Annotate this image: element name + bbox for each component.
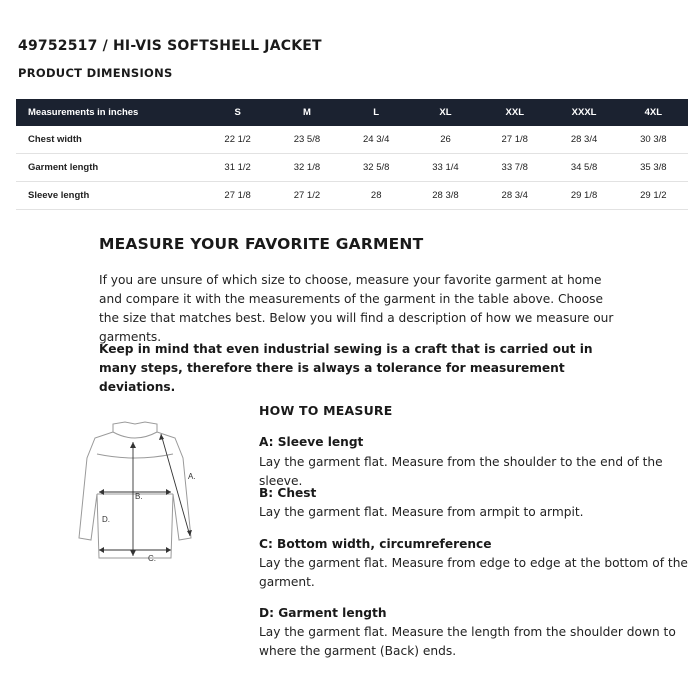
column-header: XXL [505, 107, 524, 118]
step-a-title: A: Sleeve lengt [259, 435, 364, 449]
jacket-measurement-diagram [75, 418, 210, 568]
product-title: 49752517 / HI-VIS SOFTSHELL JACKET [18, 38, 322, 54]
column-header: S [234, 107, 241, 118]
table-cell: 26 [411, 126, 480, 154]
column-header: M [302, 107, 311, 118]
measure-lines [99, 434, 190, 556]
table-cell: 28 3/8 [411, 182, 480, 210]
table-cell: 35 3/8 [619, 154, 688, 182]
row-label: Sleeve length [16, 182, 203, 210]
table-cell: 28 [342, 182, 411, 210]
table-cell: 30 3/8 [619, 126, 688, 154]
step-b-title: B: Chest [259, 486, 317, 500]
jacket-outline [79, 422, 191, 558]
table-cell: 24 3/4 [342, 126, 411, 154]
table-row [16, 182, 688, 210]
column-header: L [373, 107, 380, 118]
step-b-description: Lay the garment flat. Measure from armpit to armpit. [259, 505, 584, 519]
diagram-label-d: D. [102, 515, 110, 524]
table-cell: 28 3/4 [480, 182, 549, 210]
step-c-description: Lay the garment flat. Measure from edge to edge at the bottom of the garment. [259, 556, 688, 589]
step-d-description: Lay the garment flat. Measure the length from the shoulder down to where the garment (Back) ends. [259, 625, 676, 658]
row-label: Garment length [16, 154, 203, 182]
column-header: XXXL [571, 107, 597, 118]
table-row [16, 126, 688, 154]
dimensions-table [16, 99, 688, 210]
step-a-description: Lay the garment flat. Measure from the shoulder to the end of the sleeve. [259, 455, 663, 488]
table-header-row [16, 99, 688, 126]
column-header: XL [439, 107, 452, 118]
column-header: 4XL [644, 107, 663, 118]
step-d-title: D: Garment length [259, 606, 387, 620]
table-cell: 28 3/4 [549, 126, 618, 154]
table-cell: 29 1/8 [549, 182, 618, 210]
table-cell: 31 1/2 [203, 154, 272, 182]
table-cell: 27 1/8 [203, 182, 272, 210]
measure-intro-paragraph: If you are unsure of which size to choose, measure your favorite garment at home and compare it with the measurements of the garment in the table above. Choose the size that matches best. Below you will find a description of how we measure our garments. [99, 273, 614, 344]
table-cell: 34 5/8 [549, 154, 618, 182]
tolerance-note: Keep in mind that even industrial sewing is a craft that is carried out in many steps, therefore there is always a tolerance for measurement deviations. [99, 342, 593, 394]
diagram-label-a: A. [188, 472, 196, 481]
row-label: Chest width [16, 126, 203, 154]
table-cell: 27 1/8 [480, 126, 549, 154]
measure-heading: MEASURE YOUR FAVORITE GARMENT [99, 235, 424, 253]
how-to-measure-heading: HOW TO MEASURE [259, 403, 393, 418]
table-cell: 32 5/8 [342, 154, 411, 182]
table-cell: 23 5/8 [272, 126, 341, 154]
table-row [16, 154, 688, 182]
section-title-dimensions: PRODUCT DIMENSIONS [18, 66, 173, 80]
diagram-label-c: C. [148, 554, 156, 563]
table-cell: 22 1/2 [203, 126, 272, 154]
table-cell: 33 7/8 [480, 154, 549, 182]
table-cell: 33 1/4 [411, 154, 480, 182]
step-c-title: C: Bottom width, circumreference [259, 537, 492, 551]
table-cell: 29 1/2 [619, 182, 688, 210]
column-header: Measurements in inches [28, 107, 139, 118]
table-cell: 27 1/2 [272, 182, 341, 210]
table-cell: 32 1/8 [272, 154, 341, 182]
diagram-label-b: B. [135, 492, 143, 501]
